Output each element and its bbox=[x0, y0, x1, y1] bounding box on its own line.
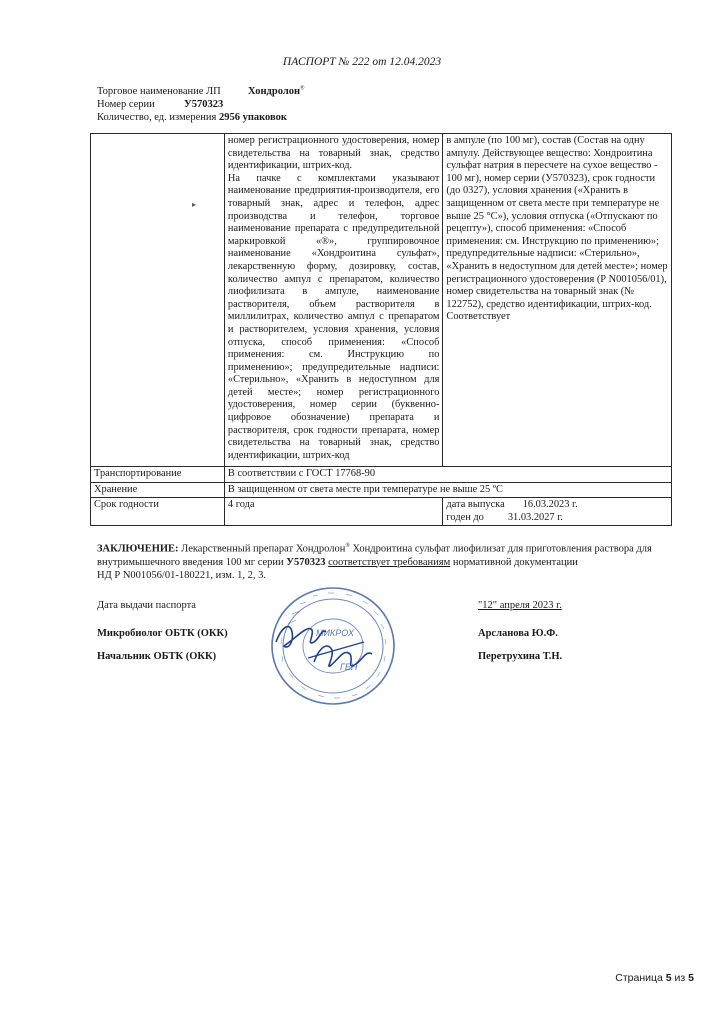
table-row bbox=[91, 134, 672, 467]
issue-date-text: "12" апреля 2023 г. bbox=[478, 600, 562, 611]
valid-until-line bbox=[446, 512, 668, 525]
trade-name-row bbox=[97, 85, 305, 98]
passport-title: ПАСПОРТ № 222 от 12.04.2023 bbox=[282, 56, 442, 68]
conclusion-text-b: Хондроитина сульфат лиофилизат для приготовления раствора для внутримышечного введения 100 мг серии bbox=[97, 543, 652, 568]
series-label: Номер серии bbox=[97, 99, 155, 110]
quantity-row bbox=[97, 111, 287, 124]
valid-value: 31.03.2027 г. bbox=[507, 511, 563, 523]
page-footer bbox=[615, 972, 694, 985]
release-value: 16.03.2023 г. bbox=[522, 499, 578, 511]
trade-name-label: Торговое наименование ЛП bbox=[97, 86, 221, 97]
quantity-label: Количество, ед. измерения bbox=[97, 112, 217, 123]
page-number: 5 bbox=[665, 972, 672, 984]
row1-result-text: в ампуле (по 100 мг), состав (Состав на одну ампулу. Действующее вещество: Хондроитина сульфат натрия в пересчете на сухое вещество - 100 мг), номер серии (У570323), срок годности (до 0327), условия хранения («Хранить в защищенном от света месте при температуре не выше 25 °С»), условия отпуска («Отпускают по рецепту»), способ применения: «Способ применения: см. Инструкцию по применению»; предупредительные надписи: «Стерильно», «Хранить в недоступном для детей месте»; номер регистрационного удостоверения (Р N001056/01), номер свидетельства на товарный знак (№ 122752), средство идентификации, штрих-код. bbox=[446, 135, 668, 310]
head-name-text: Перетрухина Т.Н. bbox=[478, 651, 563, 662]
page-label: Страница bbox=[615, 972, 663, 984]
transport-label: Транспортирование bbox=[91, 467, 225, 483]
trade-name-value: Хондролон bbox=[248, 86, 301, 97]
head-role-text: Начальник ОБТК (ОКК) bbox=[97, 651, 217, 662]
conclusion-block bbox=[97, 540, 677, 582]
row1-requirements-cell bbox=[224, 134, 443, 467]
storage-value: В защищенном от света месте при температуре не выше 25 ºС bbox=[224, 482, 671, 498]
shelf-life-value: 4 года bbox=[224, 498, 443, 526]
microbiologist-name-text: Арсланова Ю.Ф. bbox=[478, 628, 558, 639]
signature-stroke bbox=[308, 642, 364, 658]
valid-label: годен до bbox=[446, 511, 484, 523]
conclusion-reg: ® bbox=[345, 543, 350, 549]
release-date-line bbox=[446, 499, 668, 512]
series-value: У570323 bbox=[184, 99, 224, 110]
release-label: дата выпуска bbox=[446, 499, 505, 511]
stamp-text-bottom: ГЕН bbox=[340, 662, 358, 672]
microbiologist-role-text: Микробиолог ОБТК (ОКК) bbox=[97, 628, 228, 639]
shelf-dates-cell bbox=[443, 498, 672, 526]
head-role bbox=[97, 650, 216, 663]
row1-req-text-b: На пачке с комплектами указывают наименование предприятия-производителя, его товарный знак, адрес и телефон, адрес производства и телефон, торговое наименование препарата с предупредительной маркировкой «®», группировочное наименование «Хондроитина сульфат», лекарственную форму, дозировку, состав, количество ампул с препаратом, количество лиофилизата в ампуле, наименование растворителя, объем растворителя в миллилитрах, количество ампул с препаратом и растворителем, условия хранения, условия отпуска, способ применения: «Способ применения: см. Инструкцию по применению»; предупредительные надписи: «Стерильно», «Хранить в недоступном для детей месте»; номер регистрационного удостоверения, номер серии (буквенно-цифровое обозначение) препарата и растворителя, срок годности препарата, номер свидетельства на товарный знак, средство идентификации, штрих-код bbox=[227, 172, 440, 461]
quantity-value: 2956 упаковок bbox=[218, 112, 287, 123]
issue-date-label: Дата выдачи паспорта bbox=[97, 600, 196, 611]
page-total: 5 bbox=[688, 972, 694, 984]
table-row bbox=[91, 467, 672, 483]
shelf-life-label: Срок годности bbox=[91, 498, 225, 526]
conclusion-text-a: Лекарственный препарат Хондролон bbox=[181, 543, 346, 555]
row1-label-cell bbox=[91, 134, 225, 467]
company-stamp bbox=[268, 584, 398, 709]
row1-results-cell bbox=[443, 134, 672, 467]
trade-name-reg: ® bbox=[300, 85, 305, 92]
table-row bbox=[91, 498, 672, 526]
conclusion-label: ЗАКЛЮЧЕНИЕ: bbox=[97, 543, 179, 555]
row1-req-text-a: номер регистрационного удостоверения, номер свидетельства на товарный знак, средство идентификации, штрих-код. bbox=[227, 135, 440, 172]
series-row bbox=[97, 98, 223, 111]
microbiologist-name bbox=[478, 627, 558, 640]
page-of-label: из bbox=[674, 972, 686, 984]
microbiologist-role bbox=[97, 627, 228, 640]
row1-result-verdict: Соответствует bbox=[446, 311, 511, 323]
stamp-text-top: МИКРОХ bbox=[316, 628, 354, 638]
storage-label: Хранение bbox=[91, 482, 225, 498]
issue-date-value bbox=[478, 599, 562, 612]
table-row bbox=[91, 482, 672, 498]
scan-mark: ▸ bbox=[192, 200, 197, 209]
conclusion-nd: НД Р N001056/01-180221, изм. 1, 2, 3. bbox=[97, 569, 266, 581]
head-name bbox=[478, 650, 562, 663]
conclusion-series: У570323 bbox=[286, 556, 326, 568]
conclusion-complies: соответствует требованиям bbox=[328, 556, 451, 568]
passport-table bbox=[90, 133, 672, 526]
transport-value: В соответствии с ГОСТ 17768-90 bbox=[224, 467, 671, 483]
conclusion-text-c: нормативной документации bbox=[452, 556, 578, 568]
